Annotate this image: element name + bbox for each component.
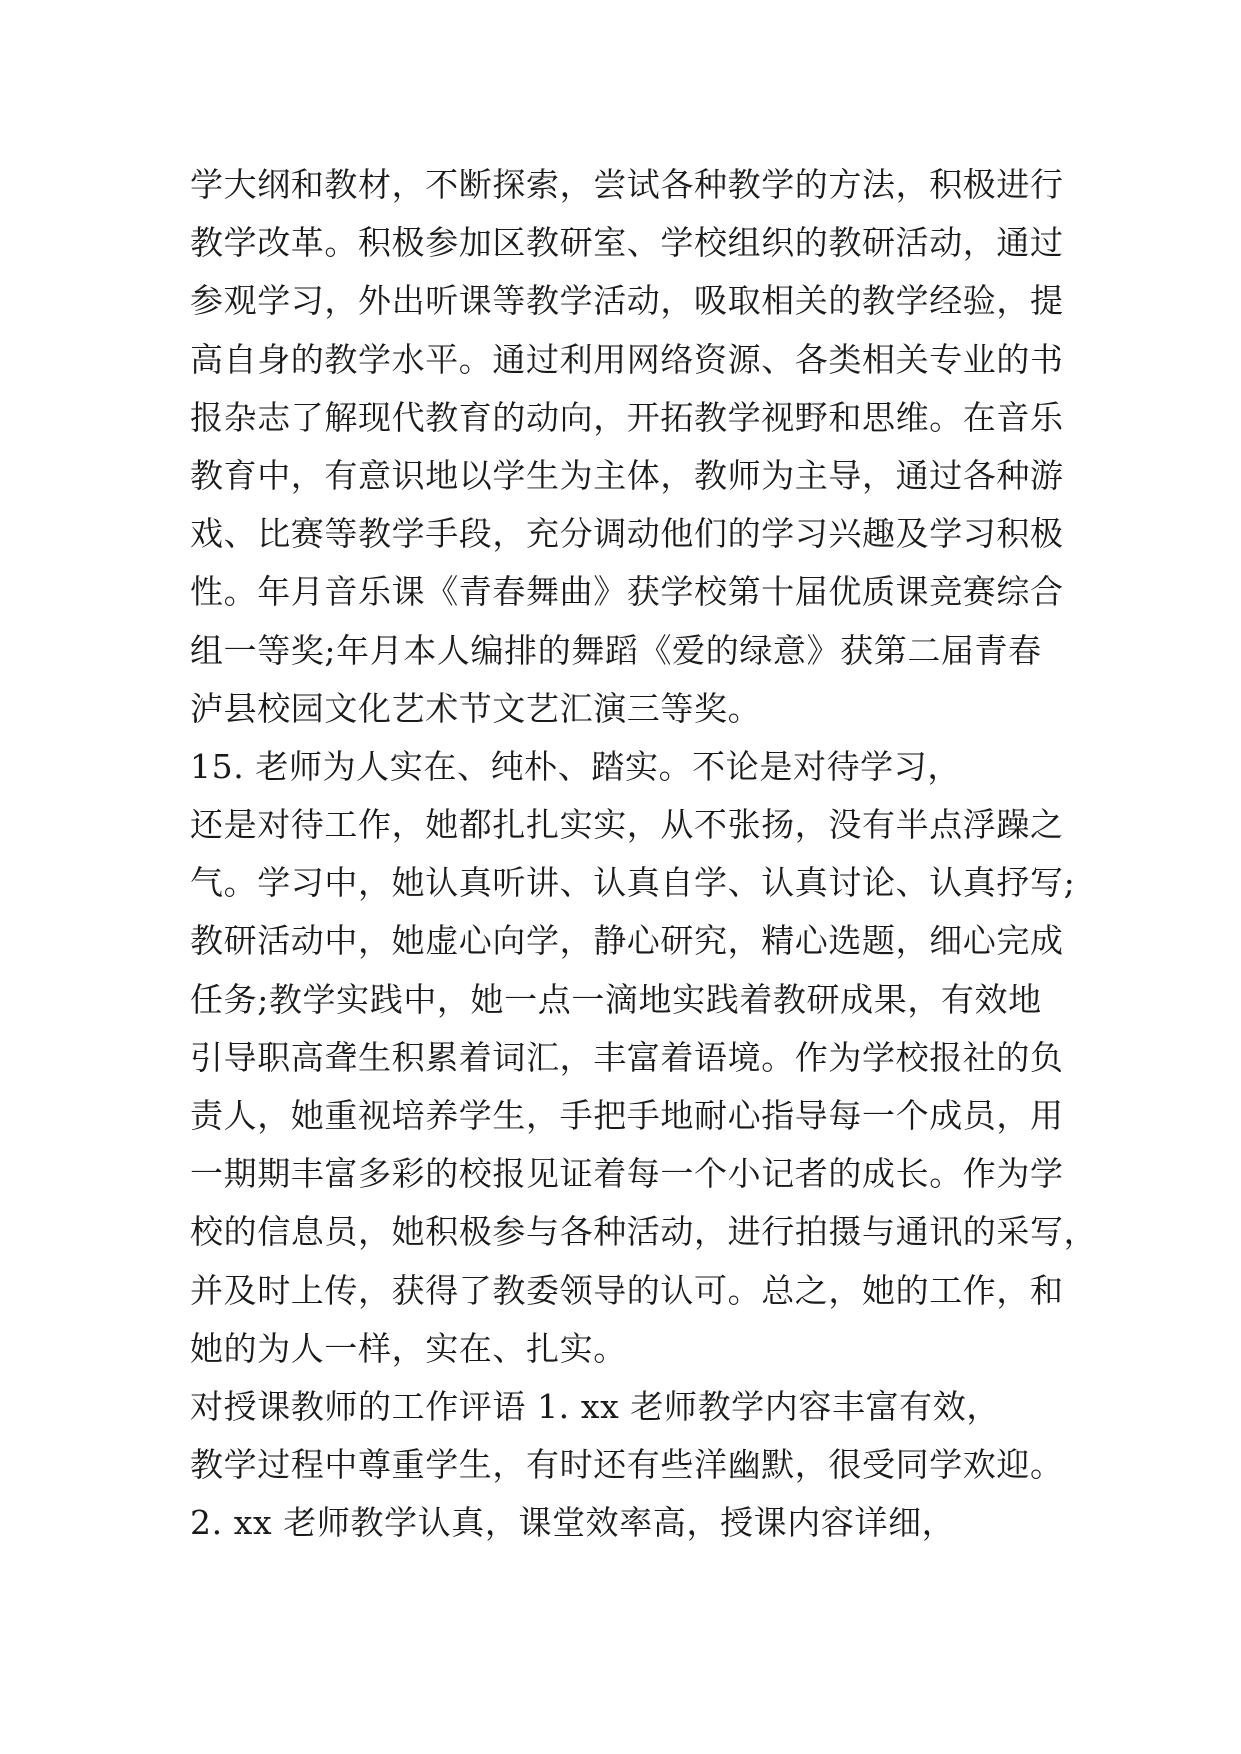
text-line: 对授课教师的工作评语 1. xx 老师教学内容丰富有效， <box>190 1386 1000 1426</box>
text-line: 教育中，有意识地以学生为主体，教师为主导，通过各种游 <box>190 455 1064 495</box>
text-line: 15. 老师为人实在、纯朴、踏实。不论是对待学习， <box>190 746 961 786</box>
text-line: 她的为人一样，实在、扎实。 <box>190 1328 627 1368</box>
text-line: 戏、比赛等教学手段，充分调动他们的学习兴趣及学习积极 <box>190 514 1064 554</box>
text-line: 教研活动中，她虚心向学，静心研究，精心选题，细心完成 <box>190 921 1064 961</box>
text-line: 责人，她重视培养学生，手把手地耐心指导每一个成员，用 <box>190 1096 1064 1135</box>
text-line: 气。学习中，她认真听讲、认真自学、认真讨论、认真抒写; <box>190 863 1076 903</box>
text-line: 引导职高聋生积累着词汇，丰富着语境。作为学校报社的负 <box>190 1037 1064 1077</box>
text-line: 参观学习，外出听课等教学活动，吸取相关的教学经验，提 <box>190 281 1064 321</box>
text-line: 校的信息员，她积极参与各种活动，进行拍摄与通讯的采写， <box>190 1212 1098 1252</box>
text-line: 组一等奖;年月本人编排的舞蹈《爱的绿意》获第二届青春 <box>190 630 1042 670</box>
text-line: 并及时上传，获得了教委领导的认可。总之，她的工作，和 <box>190 1270 1064 1310</box>
text-line: 学大纲和教材，不断探索，尝试各种教学的方法，积极进行 <box>190 165 1064 204</box>
text-line: 高自身的教学水平。通过利用网络资源、各类相关专业的书 <box>190 339 1064 379</box>
text-line: 一期期丰富多彩的校报见证着每一个小记者的成长。作为学 <box>190 1154 1064 1194</box>
document-body <box>190 156 1098 1553</box>
text-line: 还是对待工作，她都扎扎实实，从不张扬，没有半点浮躁之 <box>190 805 1064 845</box>
text-line: 教学改革。积极参加区教研室、学校组织的教研活动，通过 <box>190 223 1064 263</box>
text-line: 任务;教学实践中，她一点一滴地实践着教研成果，有效地 <box>190 979 1042 1019</box>
text-line: 教学过程中尊重学生，有时还有些洋幽默，很受同学欢迎。 <box>190 1445 1064 1485</box>
text-line: 性。年月音乐课《青春舞曲》获学校第十届优质课竞赛综合 <box>190 572 1064 612</box>
text-line: 2. xx 老师教学认真，课堂效率高，授课内容详细， <box>190 1503 956 1543</box>
text-line: 泸县校园文化艺术节文艺汇演三等奖。 <box>190 688 762 728</box>
text-line: 报杂志了解现代教育的动向，开拓教学视野和思维。在音乐 <box>190 397 1064 437</box>
